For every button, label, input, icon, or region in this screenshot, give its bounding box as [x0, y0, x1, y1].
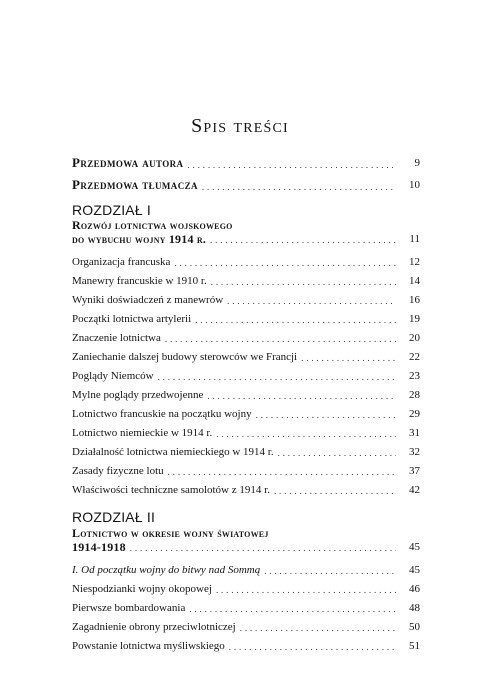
toc-page-number: 42: [409, 484, 420, 496]
toc-entry[interactable]: [72, 255, 420, 269]
leader-dots: [256, 409, 396, 421]
leader-dots: [216, 584, 396, 596]
toc-entry-label: Lotnictwo niemieckie w 1914 r.: [72, 427, 213, 439]
toc-page-number: 29: [409, 408, 420, 420]
toc-entry-label: Wyniki doświadczeń z manewrów: [72, 294, 224, 306]
toc-entry[interactable]: [72, 445, 420, 459]
chapter-2-title-entry[interactable]: [72, 540, 420, 554]
toc-entry[interactable]: [72, 388, 420, 402]
toc-page-number: 45: [409, 564, 420, 576]
toc-entry-label: Manewry francuskie w 1910 r.: [72, 275, 207, 287]
leader-dots: [158, 371, 396, 383]
leader-dots: [240, 622, 396, 634]
toc-page-number: 9: [414, 157, 420, 169]
chapter-1-heading: ROZDZIAŁ I: [72, 202, 152, 218]
chapter-1-title-entry[interactable]: [72, 232, 420, 246]
toc-entry-label: Działalność lotnictwa niemieckiego w 1914 r.: [72, 446, 274, 458]
leader-dots: [229, 641, 396, 653]
toc-page-number: 32: [409, 446, 420, 458]
toc-entry[interactable]: [72, 563, 420, 577]
toc-page-number: 46: [409, 583, 420, 595]
leader-dots: [174, 257, 396, 269]
toc-entry[interactable]: [72, 312, 420, 326]
chapter-2-title-line1: Lotnictwo w okresie wojny światowej: [72, 526, 269, 540]
leader-dots: [274, 485, 396, 497]
toc-entry[interactable]: [72, 582, 420, 596]
leader-dots: [264, 565, 396, 577]
leader-dots: [195, 314, 396, 326]
page-title: Spis treści: [191, 115, 289, 137]
toc-page-number: 50: [409, 621, 420, 633]
leader-dots: [278, 447, 396, 459]
leader-dots: [189, 603, 396, 615]
leader-dots: [130, 542, 396, 554]
leader-dots: [165, 333, 396, 345]
toc-entry-label: Zagadnienie obrony przeciwlotniczej: [72, 621, 236, 633]
leader-dots: [227, 295, 396, 307]
toc-entry-label: Przedmowa tłumacza: [72, 177, 198, 192]
chapter-2-heading: ROZDZIAŁ II: [72, 509, 156, 525]
toc-page-number: 48: [409, 602, 420, 614]
toc-entry[interactable]: [72, 620, 420, 634]
toc-entry[interactable]: [72, 293, 420, 307]
toc-entry[interactable]: [72, 426, 420, 440]
toc-entry[interactable]: [72, 369, 420, 383]
toc-page-number: 28: [409, 389, 420, 401]
toc-entry[interactable]: [72, 274, 420, 288]
leader-dots: [168, 466, 396, 478]
toc-page-number: 19: [409, 313, 420, 325]
toc-entry-label: Lotnictwo francuskie na początku wojny: [72, 408, 252, 420]
toc-page-number: 11: [409, 233, 420, 245]
toc-page-number: 10: [409, 179, 420, 191]
toc-page-number: 22: [409, 351, 420, 363]
leader-dots: [216, 428, 396, 440]
toc-page-number: 14: [409, 275, 420, 287]
toc-entry[interactable]: [72, 331, 420, 345]
toc-entry-label: Mylne poglądy przedwojenne: [72, 389, 204, 401]
toc-entry-label: Powstanie lotnictwa myśliwskiego: [72, 640, 225, 652]
toc-entry-label: Właściwości techniczne samolotów z 1914 r.: [72, 484, 270, 496]
toc-entry-label: Znaczenie lotnictwa: [72, 332, 161, 344]
toc-entry-label: I. Od początku wojny do bitwy nad Sommą: [72, 564, 261, 576]
leader-dots: [207, 390, 396, 402]
leader-dots: [202, 181, 396, 193]
toc-entry-label: Zaniechanie dalszej budowy sterowców we Francji: [72, 351, 298, 363]
toc-entry[interactable]: [72, 350, 420, 364]
leader-dots: [301, 352, 396, 364]
toc-entry-author-preface[interactable]: [72, 155, 420, 171]
toc-entry-translator-preface[interactable]: [72, 177, 420, 193]
toc-entry[interactable]: [72, 639, 420, 653]
leader-dots: [210, 234, 396, 246]
toc-entry[interactable]: [72, 483, 420, 497]
toc-entry-label: Przedmowa autora: [72, 155, 184, 170]
toc-entry-label: do wybuchu wojny 1914 r.: [72, 232, 207, 246]
toc-entry-label: Zasady fizyczne lotu: [72, 465, 164, 477]
toc-entry-label: Poglądy Niemców: [72, 370, 154, 382]
toc-entry[interactable]: [72, 601, 420, 615]
leader-dots: [211, 276, 396, 288]
toc-entry-label: Organizacja francuska: [72, 256, 171, 268]
leader-dots: [187, 159, 396, 171]
chapter-1-title-line1: Rozwój lotnictwa wojskowego: [72, 218, 233, 232]
toc-page-number: 37: [409, 465, 420, 477]
toc-page-number: 20: [409, 332, 420, 344]
toc-entry-label: Początki lotnictwa artylerii: [72, 313, 192, 325]
toc-page-number: 23: [409, 370, 420, 382]
toc-page-number: 51: [409, 640, 420, 652]
toc-page-number: 16: [409, 294, 420, 306]
toc-entry-label: Niespodzianki wojny okopowej: [72, 583, 212, 595]
toc-page-number: 31: [409, 427, 420, 439]
toc-page-number: 12: [409, 256, 420, 268]
toc-page-number: 45: [409, 541, 420, 553]
toc-entry-label: 1914-1918: [72, 540, 126, 554]
toc-entry-label: Pierwsze bombardowania: [72, 602, 186, 614]
toc-entry[interactable]: [72, 464, 420, 478]
toc-entry[interactable]: [72, 407, 420, 421]
